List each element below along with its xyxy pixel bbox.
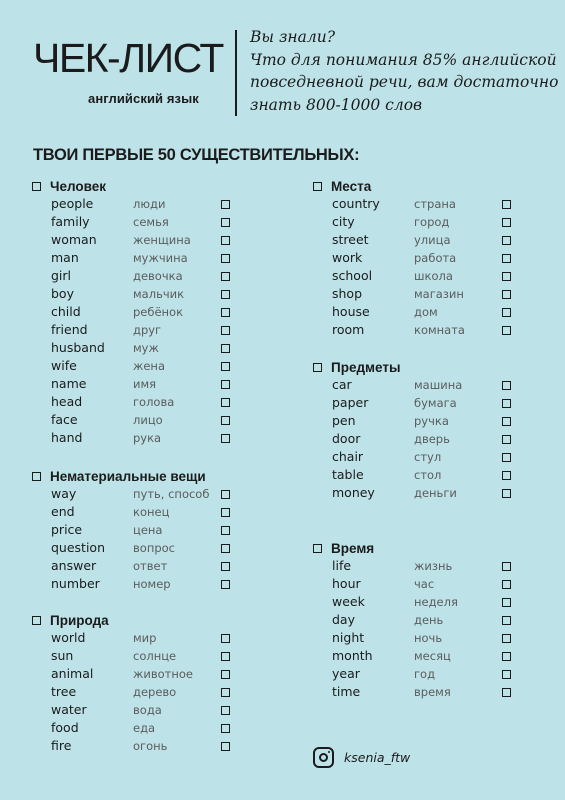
- word-row: [32, 375, 157, 393]
- english-word: price: [51, 522, 83, 537]
- english-word: week: [332, 594, 365, 609]
- russian-translation: машина: [414, 378, 463, 392]
- russian-translation: магазин: [414, 287, 464, 301]
- russian-translation: ответ: [133, 559, 168, 573]
- russian-translation: лицо: [133, 413, 163, 427]
- word-checkbox[interactable]: [502, 435, 511, 444]
- word-checkbox[interactable]: [502, 598, 511, 607]
- word-checkbox[interactable]: [221, 544, 230, 553]
- russian-translation: жизнь: [414, 559, 453, 573]
- word-row: [32, 521, 206, 539]
- russian-translation: конец: [133, 505, 170, 519]
- word-checkbox[interactable]: [221, 254, 230, 263]
- word-row: [32, 665, 193, 683]
- russian-translation: семья: [133, 215, 169, 229]
- russian-translation: номер: [133, 577, 171, 591]
- section-header[interactable]: [313, 177, 371, 195]
- fact-line: знать 800-1000 слов: [250, 95, 423, 114]
- fact-block: [250, 26, 559, 116]
- english-word: table: [332, 467, 364, 482]
- english-word: school: [332, 268, 373, 283]
- word-checkbox[interactable]: [502, 634, 511, 643]
- english-word: country: [332, 196, 380, 211]
- word-checkbox[interactable]: [502, 236, 511, 245]
- section-4: [313, 358, 463, 502]
- russian-translation: дерево: [133, 685, 177, 699]
- english-word: world: [51, 630, 86, 645]
- russian-translation: путь, способ: [133, 487, 210, 501]
- russian-translation: дверь: [414, 432, 450, 446]
- word-checkbox[interactable]: [502, 453, 511, 462]
- word-row: [32, 393, 175, 411]
- word-row: [32, 411, 163, 429]
- english-word: year: [332, 666, 360, 681]
- section-3: [313, 177, 465, 339]
- english-word: girl: [51, 268, 72, 283]
- word-row: [32, 683, 177, 701]
- english-word: boy: [51, 286, 74, 301]
- russian-translation: рука: [133, 431, 162, 445]
- word-row: [313, 611, 444, 629]
- word-checkbox[interactable]: [221, 688, 230, 697]
- section-header[interactable]: [313, 539, 374, 557]
- word-row: [32, 701, 162, 719]
- word-row: [313, 557, 453, 575]
- word-row: [313, 575, 435, 593]
- english-word: wife: [51, 358, 77, 373]
- fact-line: Вы знали?: [250, 28, 336, 46]
- english-word: month: [332, 648, 373, 663]
- word-checkbox[interactable]: [502, 399, 511, 408]
- page-subtitle: английский язык: [88, 91, 199, 106]
- section-title: Природа: [50, 612, 109, 628]
- word-checkbox[interactable]: [221, 290, 230, 299]
- page-title: ЧЕК-ЛИСТ: [33, 35, 223, 81]
- word-checkbox[interactable]: [221, 362, 230, 371]
- english-word: name: [51, 376, 87, 391]
- russian-translation: год: [414, 667, 436, 681]
- word-checkbox[interactable]: [221, 670, 230, 679]
- russian-translation: мужчина: [133, 251, 188, 265]
- word-row: [313, 213, 450, 231]
- word-checkbox[interactable]: [502, 616, 511, 625]
- word-row: [32, 485, 210, 503]
- word-row: [32, 195, 166, 213]
- word-row: [313, 683, 451, 701]
- english-word: animal: [51, 666, 94, 681]
- word-checkbox[interactable]: [502, 218, 511, 227]
- word-checkbox[interactable]: [502, 670, 511, 679]
- instagram-credit[interactable]: [313, 747, 410, 768]
- word-checkbox[interactable]: [221, 416, 230, 425]
- russian-translation: муж: [133, 341, 159, 355]
- word-checkbox[interactable]: [221, 490, 230, 499]
- english-word: shop: [332, 286, 363, 301]
- english-word: child: [51, 304, 81, 319]
- english-word: chair: [332, 449, 364, 464]
- section-checkbox[interactable]: [313, 363, 322, 372]
- section-5: [313, 539, 458, 701]
- russian-translation: люди: [133, 197, 166, 211]
- word-checkbox[interactable]: [502, 471, 511, 480]
- section-title: Время: [331, 540, 375, 556]
- word-row: [32, 575, 206, 593]
- word-checkbox[interactable]: [221, 380, 230, 389]
- russian-translation: солнце: [133, 649, 177, 663]
- divider-line: [235, 30, 237, 116]
- word-row: [32, 321, 162, 339]
- english-word: money: [332, 485, 375, 500]
- word-row: [313, 394, 457, 412]
- word-checkbox[interactable]: [502, 417, 511, 426]
- english-word: question: [51, 540, 106, 555]
- word-row: [32, 249, 188, 267]
- russian-translation: неделя: [414, 595, 458, 609]
- word-row: [32, 213, 169, 231]
- english-word: paper: [332, 395, 369, 410]
- english-word: food: [51, 720, 79, 735]
- word-checkbox[interactable]: [502, 290, 511, 299]
- section-header[interactable]: [32, 611, 109, 629]
- word-checkbox[interactable]: [221, 634, 230, 643]
- section-checkbox[interactable]: [32, 472, 41, 481]
- english-word: woman: [51, 232, 97, 247]
- word-checkbox[interactable]: [221, 344, 230, 353]
- section-title: Человек: [50, 178, 107, 194]
- word-row: [32, 647, 177, 665]
- english-word: way: [51, 486, 77, 501]
- word-row: [32, 539, 206, 557]
- section-title: Предметы: [331, 359, 401, 375]
- word-row: [32, 629, 157, 647]
- word-row: [32, 557, 206, 575]
- word-checkbox[interactable]: [502, 326, 511, 335]
- russian-translation: друг: [133, 323, 162, 337]
- word-checkbox[interactable]: [221, 508, 230, 517]
- word-row: [313, 285, 464, 303]
- english-word: water: [51, 702, 87, 717]
- english-word: man: [51, 250, 79, 265]
- word-checkbox[interactable]: [502, 254, 511, 263]
- russian-translation: цена: [133, 523, 163, 537]
- section-checkbox[interactable]: [32, 182, 41, 191]
- english-word: door: [332, 431, 361, 446]
- russian-translation: вопрос: [133, 541, 175, 555]
- english-word: night: [332, 630, 365, 645]
- russian-translation: дом: [414, 305, 438, 319]
- russian-translation: ручка: [414, 414, 449, 428]
- english-word: people: [51, 196, 94, 211]
- english-word: sun: [51, 648, 74, 663]
- word-row: [32, 357, 166, 375]
- word-row: [313, 376, 463, 394]
- english-word: answer: [51, 558, 97, 573]
- word-checkbox[interactable]: [221, 526, 230, 535]
- word-checkbox[interactable]: [221, 326, 230, 335]
- word-row: [313, 231, 451, 249]
- russian-translation: животное: [133, 667, 193, 681]
- russian-translation: вода: [133, 703, 162, 717]
- word-checkbox[interactable]: [502, 272, 511, 281]
- fact-line: Что для понимания 85% английской: [250, 50, 557, 69]
- word-checkbox[interactable]: [221, 272, 230, 281]
- section-header[interactable]: [32, 177, 106, 195]
- russian-translation: девочка: [133, 269, 183, 283]
- english-word: hand: [51, 430, 83, 445]
- instagram-icon: [313, 747, 334, 768]
- section-header[interactable]: [313, 358, 400, 376]
- english-word: work: [332, 250, 363, 265]
- word-checkbox[interactable]: [221, 706, 230, 715]
- section-title: Нематериальные вещи: [50, 468, 206, 484]
- word-row: [313, 647, 451, 665]
- word-row: [32, 737, 168, 755]
- word-row: [32, 231, 191, 249]
- english-word: car: [332, 377, 352, 392]
- instagram-handle[interactable]: ksenia_ftw: [344, 750, 411, 765]
- word-checkbox[interactable]: [221, 724, 230, 733]
- russian-translation: еда: [133, 721, 156, 735]
- english-word: house: [332, 304, 370, 319]
- english-word: end: [51, 504, 75, 519]
- list-heading: ТВОИ ПЕРВЫЕ 50 СУЩЕСТВИТЕЛЬНЫХ:: [33, 146, 360, 164]
- russian-translation: школа: [414, 269, 453, 283]
- word-checkbox[interactable]: [502, 489, 511, 498]
- russian-translation: работа: [414, 251, 457, 265]
- section-checkbox[interactable]: [313, 544, 322, 553]
- word-row: [313, 448, 442, 466]
- word-checkbox[interactable]: [221, 398, 230, 407]
- russian-translation: бумага: [414, 396, 457, 410]
- word-checkbox[interactable]: [221, 236, 230, 245]
- russian-translation: голова: [133, 395, 175, 409]
- section-header[interactable]: [32, 467, 206, 485]
- english-word: husband: [51, 340, 105, 355]
- section-2: [32, 611, 193, 755]
- english-word: room: [332, 322, 365, 337]
- english-word: face: [51, 412, 78, 427]
- word-row: [313, 267, 453, 285]
- word-row: [32, 429, 162, 447]
- russian-translation: стол: [414, 468, 442, 482]
- russian-translation: месяц: [414, 649, 451, 663]
- word-checkbox[interactable]: [502, 688, 511, 697]
- russian-translation: ночь: [414, 631, 443, 645]
- section-title: Места: [331, 178, 372, 194]
- english-word: friend: [51, 322, 88, 337]
- english-word: pen: [332, 413, 356, 428]
- word-row: [313, 466, 442, 484]
- word-checkbox[interactable]: [221, 742, 230, 751]
- word-row: [313, 430, 450, 448]
- russian-translation: женщина: [133, 233, 191, 247]
- word-row: [313, 195, 456, 213]
- word-row: [313, 665, 436, 683]
- word-row: [32, 303, 184, 321]
- russian-translation: имя: [133, 377, 157, 391]
- english-word: time: [332, 684, 361, 699]
- russian-translation: мальчик: [133, 287, 185, 301]
- english-word: life: [332, 558, 352, 573]
- word-row: [313, 484, 457, 502]
- russian-translation: ребёнок: [133, 305, 184, 319]
- word-row: [32, 285, 185, 303]
- word-row: [313, 303, 438, 321]
- word-checkbox[interactable]: [221, 434, 230, 443]
- section-0: [32, 177, 191, 447]
- word-checkbox[interactable]: [221, 308, 230, 317]
- english-word: fire: [51, 738, 72, 753]
- russian-translation: мир: [133, 631, 157, 645]
- section-1: [32, 467, 210, 593]
- word-row: [313, 629, 443, 647]
- word-checkbox[interactable]: [221, 580, 230, 589]
- word-row: [32, 719, 156, 737]
- russian-translation: деньги: [414, 486, 457, 500]
- word-row: [313, 249, 457, 267]
- word-checkbox[interactable]: [221, 200, 230, 209]
- russian-translation: город: [414, 215, 450, 229]
- word-checkbox[interactable]: [502, 308, 511, 317]
- russian-translation: комната: [414, 323, 465, 337]
- word-checkbox[interactable]: [221, 562, 230, 571]
- russian-translation: стул: [414, 450, 442, 464]
- russian-translation: улица: [414, 233, 451, 247]
- section-checkbox[interactable]: [313, 182, 322, 191]
- word-checkbox[interactable]: [502, 200, 511, 209]
- word-row: [32, 267, 183, 285]
- word-checkbox[interactable]: [221, 652, 230, 661]
- word-checkbox[interactable]: [502, 652, 511, 661]
- russian-translation: время: [414, 685, 451, 699]
- russian-translation: час: [414, 577, 435, 591]
- english-word: tree: [51, 684, 77, 699]
- english-word: street: [332, 232, 369, 247]
- russian-translation: страна: [414, 197, 456, 211]
- word-checkbox[interactable]: [502, 580, 511, 589]
- word-checkbox[interactable]: [502, 381, 511, 390]
- word-row: [313, 321, 465, 339]
- english-word: hour: [332, 576, 361, 591]
- english-word: head: [51, 394, 83, 409]
- russian-translation: день: [414, 613, 444, 627]
- russian-translation: огонь: [133, 739, 168, 753]
- section-checkbox[interactable]: [32, 616, 41, 625]
- fact-line: повседневной речи, вам достаточно: [250, 73, 559, 91]
- word-row: [313, 593, 458, 611]
- english-word: day: [332, 612, 355, 627]
- english-word: city: [332, 214, 355, 229]
- word-checkbox[interactable]: [221, 218, 230, 227]
- word-row: [32, 339, 159, 357]
- english-word: number: [51, 576, 100, 591]
- word-row: [32, 503, 206, 521]
- word-row: [313, 412, 449, 430]
- word-checkbox[interactable]: [502, 562, 511, 571]
- russian-translation: жена: [133, 359, 166, 373]
- english-word: family: [51, 214, 90, 229]
